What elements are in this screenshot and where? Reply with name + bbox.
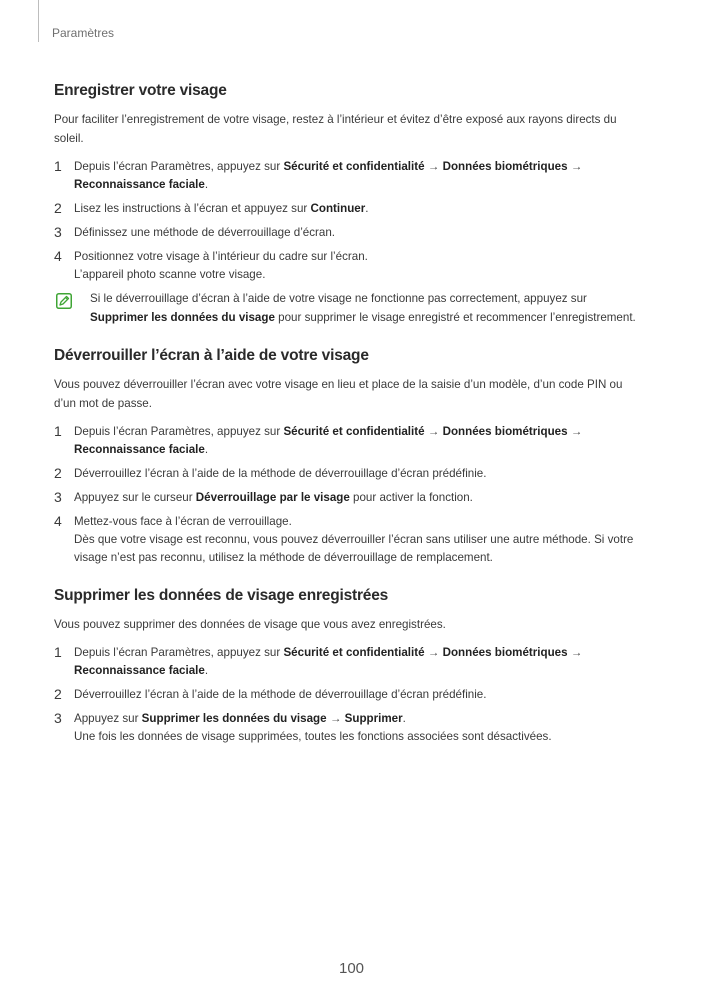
- section-intro: Pour faciliter l’enregistrement de votre visage, restez à l’intérieur et évitez d’être exposé aux rayons directs du soleil.: [54, 113, 617, 145]
- header-label: Paramètres: [52, 26, 115, 40]
- step-number: 3: [54, 489, 62, 505]
- step-subtext: Une fois les données de visage supprimées, toutes les fonctions associées sont désactivées.: [74, 730, 552, 743]
- page-content: [54, 82, 646, 766]
- note-box: Si le déverrouillage d’écran à l’aide de votre visage ne fonctionne pas correctement, appuyez sur Supprimer les données du visage pour supprimer le visage enregistré et recommencer l’enregistrement.: [54, 290, 646, 327]
- step-item: 1 Depuis l’écran Paramètres, appuyez sur Sécurité et confidentialité → Données biométriques → Reconnaissance faciale.: [54, 158, 583, 191]
- steps-list: [54, 423, 646, 567]
- step-item: 3 Appuyez sur Supprimer les données du visage → Supprimer. Une fois les données de visage supprimées, toutes les fonctions associées sont désactivées.: [54, 710, 646, 746]
- section-intro: Vous pouvez déverrouiller l’écran avec votre visage en lieu et place de la saisie d’un modèle, d’un code PIN ou d’un mot de passe.: [54, 378, 623, 410]
- section-delete-face-data: [54, 587, 646, 746]
- step-number: 2: [54, 465, 62, 481]
- step-number: 2: [54, 200, 62, 216]
- section-intro: Vous pouvez supprimer des données de visage que vous avez enregistrées.: [54, 618, 446, 631]
- step-item: 2 Déverrouillez l’écran à l’aide de la méthode de déverrouillage d’écran prédéfinie.: [54, 465, 487, 481]
- steps-list: [54, 644, 646, 746]
- step-item: 1 Depuis l’écran Paramètres, appuyez sur Sécurité et confidentialité → Données biométriques → Reconnaissance faciale.: [54, 423, 583, 456]
- section-unlock-face: [54, 347, 646, 567]
- step-subtext: Dès que votre visage est reconnu, vous pouvez déverrouiller l’écran sans utiliser une autre méthode. Si votre visage n’est pas reconnu, utilisez la méthode de déverrouillage de remplacement.: [74, 533, 634, 564]
- step-item: 4 Mettez-vous face à l’écran de verrouillage. Dès que votre visage est reconnu, vous pouvez déverrouiller l’écran sans utiliser une autre méthode. Si votre visage n’est pas reconnu, utilisez la méthode de déverrouillage de remplacement.: [54, 513, 646, 567]
- section-title: Supprimer les données de visage enregistrées: [54, 587, 389, 604]
- section-title: Déverrouiller l’écran à l’aide de votre visage: [54, 347, 369, 364]
- section-register-face: [54, 82, 646, 327]
- note-pencil-icon: [56, 293, 72, 309]
- step-item: 2 Lisez les instructions à l’écran et appuyez sur Continuer.: [54, 200, 369, 216]
- step-item: 4 Positionnez votre visage à l’intérieur du cadre sur l’écran. L’appareil photo scanne votre visage.: [54, 248, 646, 284]
- header-side-rule: [38, 0, 39, 42]
- step-item: 3 Définissez une méthode de déverrouillage d’écran.: [54, 224, 336, 240]
- step-item: 3 Appuyez sur le curseur Déverrouillage par le visage pour activer la fonction.: [54, 489, 473, 505]
- step-subtext: L’appareil photo scanne votre visage.: [74, 268, 266, 281]
- step-number: 1: [54, 644, 62, 660]
- step-item: 2 Déverrouillez l’écran à l’aide de la méthode de déverrouillage d’écran prédéfinie.: [54, 686, 487, 702]
- page-number: 100: [338, 960, 365, 977]
- section-title: Enregistrer votre visage: [54, 82, 227, 99]
- step-number: 4: [54, 248, 62, 264]
- steps-list: [54, 158, 646, 284]
- step-number: 4: [54, 513, 62, 529]
- step-number: 3: [54, 710, 62, 726]
- step-number: 3: [54, 224, 62, 240]
- step-number: 1: [54, 158, 62, 174]
- step-number: 2: [54, 686, 62, 702]
- step-number: 1: [54, 423, 62, 439]
- step-item: 1 Depuis l’écran Paramètres, appuyez sur Sécurité et confidentialité → Données biométriques → Reconnaissance faciale.: [54, 644, 583, 677]
